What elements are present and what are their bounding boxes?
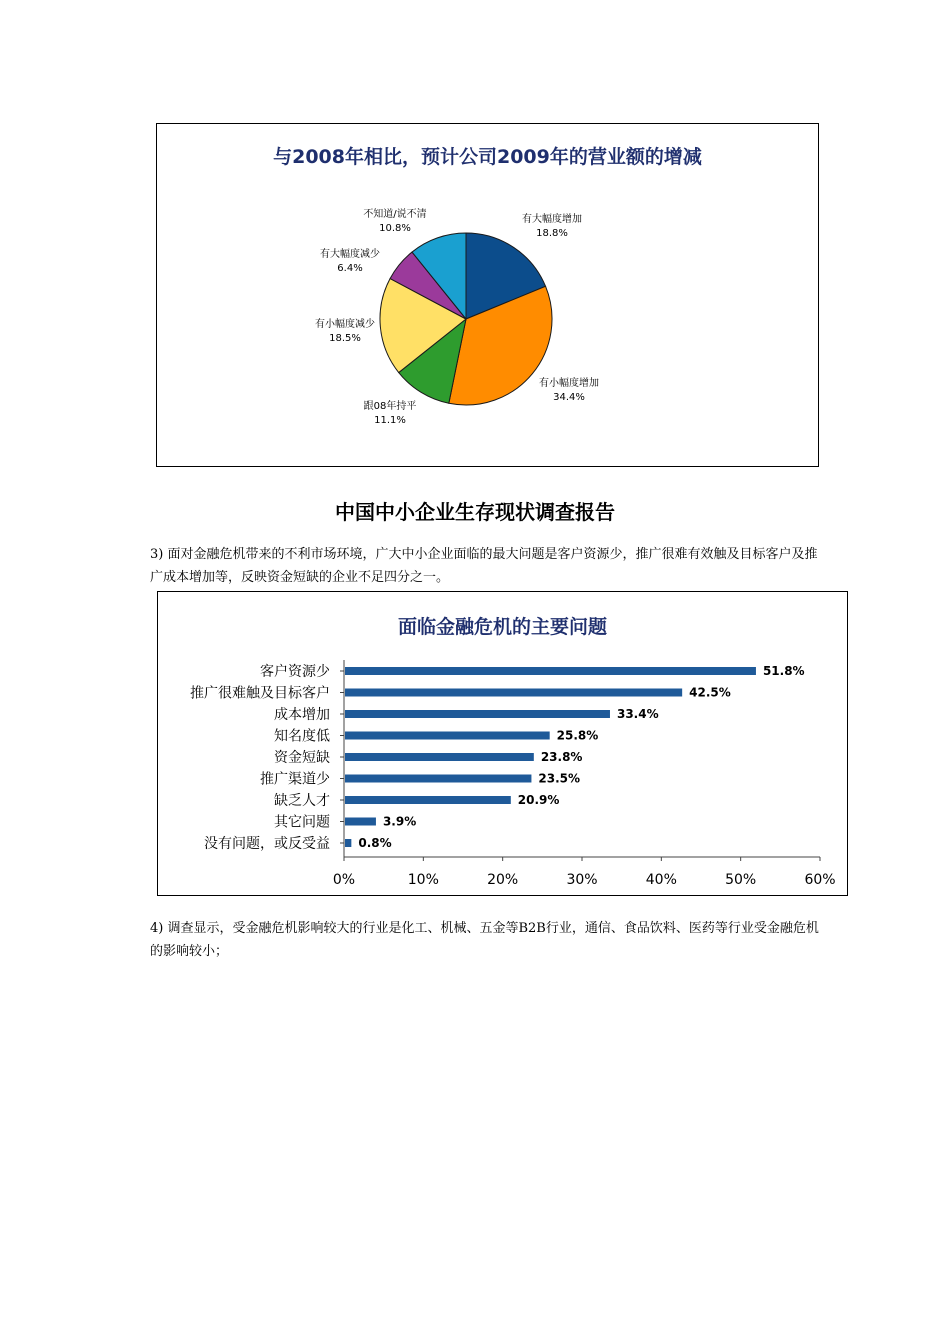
x-tick-label: 20%: [487, 872, 519, 888]
category-label: 没有问题，或反受益: [204, 836, 330, 852]
category-label: 资金短缺: [274, 750, 330, 766]
bar-value-label: 23.5%: [538, 771, 581, 786]
pie-slice-label: 有小幅度减少: [315, 319, 375, 330]
bar-value-label: 0.8%: [358, 836, 392, 850]
pie-chart-frame: [156, 123, 819, 467]
category-label: 缺乏人才: [274, 793, 330, 809]
category-label: 知名度低: [274, 728, 330, 745]
bar: [345, 667, 756, 675]
bar-chart-frame: [157, 591, 848, 896]
bar: [345, 732, 550, 740]
bar-chart-title: 面临金融危机的主要问题: [397, 616, 607, 638]
paragraph-4: 4) 调查显示，受金融危机影响较大的行业是化工、机械、五金等B2B行业，通信、食品饮料、医药等行业受金融危机的影响较小；: [150, 921, 819, 959]
category-label: 推广渠道少: [260, 771, 330, 788]
bar-value-label: 51.8%: [762, 664, 805, 678]
pie-slice-label: 跟08年持平: [363, 401, 417, 412]
bar: [345, 753, 534, 761]
pie-slice-value: 10.8%: [379, 223, 411, 234]
x-tick-label: 10%: [407, 872, 439, 888]
x-tick-label: 40%: [645, 872, 677, 888]
bar-value-label: 33.4%: [616, 707, 659, 721]
bar-value-label: 3.9%: [382, 814, 417, 829]
bar-value-label: 20.9%: [517, 793, 560, 807]
pie-slice-label: 有小幅度增加: [539, 378, 599, 389]
bar-chart: [158, 592, 849, 897]
paragraph-3: 3) 面对金融危机带来的不利市场环境，广大中小企业面临的最大问题是客户资源少，推广很难有效触及目标客户及推广成本增加等，反映资金短缺的企业不足四分之一。: [150, 547, 818, 585]
pie-slice-value: 34.4%: [553, 392, 585, 403]
x-tick-label: 30%: [566, 872, 598, 888]
bar: [345, 689, 682, 697]
category-label: 客户资源少: [260, 664, 330, 680]
bar-value-label: 42.5%: [689, 685, 731, 700]
pie-chart: [157, 124, 820, 468]
pie-slice-value: 6.4%: [337, 263, 363, 274]
category-label: 其它问题: [274, 814, 330, 831]
x-tick-label: 0%: [332, 872, 356, 888]
category-label: 推广很难触及目标客户: [190, 685, 330, 702]
bar: [345, 710, 610, 718]
pie-slice-value: 18.5%: [329, 333, 361, 344]
pie-slice-label: 有大幅度减少: [320, 249, 380, 260]
pie-slice-value: 11.1%: [374, 415, 406, 426]
category-label: 成本增加: [274, 707, 330, 723]
pie-slice-label: 有大幅度增加: [522, 214, 582, 225]
bar-value-label: 23.8%: [540, 750, 583, 764]
bar: [345, 796, 511, 804]
x-tick-label: 50%: [725, 872, 757, 888]
x-tick-label: 60%: [804, 872, 836, 888]
bar: [345, 818, 376, 826]
bar: [345, 775, 531, 783]
bar: [345, 839, 351, 847]
report-title: 中国中小企业生存现状调查报告: [335, 500, 615, 524]
pie-chart-title: 与2008年相比，预计公司2009年的营业额的增减: [273, 146, 702, 168]
bar-value-label: 25.8%: [556, 728, 599, 743]
pie-slice-value: 18.8%: [536, 228, 568, 239]
pie-slice-label: 不知道/说不清: [363, 209, 427, 220]
